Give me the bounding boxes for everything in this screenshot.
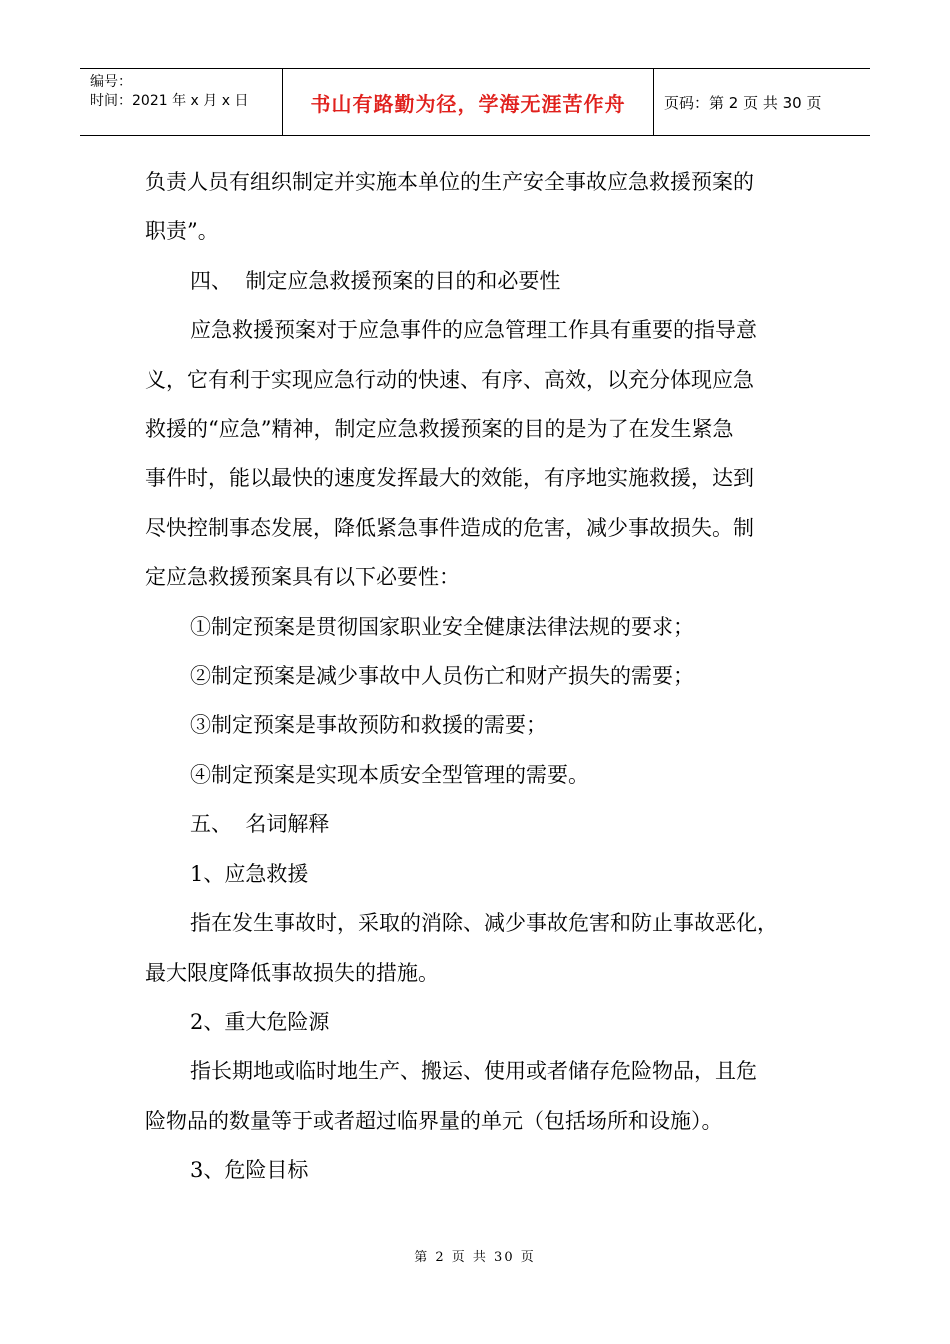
body-line: 险物品的数量等于或者超过临界量的单元（包括场所和设施）。 bbox=[145, 1108, 723, 1133]
list-item: ①制定预案是贯彻国家职业安全健康法律法规的要求； bbox=[190, 614, 694, 639]
body-line: 救援的“应急”精神，制定应急救援预案的目的是为了在发生紧急 bbox=[145, 417, 734, 442]
subsection-heading: 2、重大危险源 bbox=[190, 1009, 330, 1034]
list-item: ②制定预案是减少事故中人员伤亡和财产损失的需要； bbox=[190, 664, 694, 689]
body-line: 事件时，能以最快的速度发挥最大的效能，有序地实施救援，达到 bbox=[145, 466, 754, 491]
body-line: 尽快控制事态发展，降低紧急事件造成的危害，减少事故损失。制 bbox=[145, 515, 754, 540]
body-line: 指长期地或临时地生产、搬运、使用或者储存危险物品，且危 bbox=[190, 1059, 757, 1084]
body-line: 应急救援预案对于应急事件的应急管理工作具有重要的指导意 bbox=[190, 318, 757, 343]
body-line: 负责人员有组织制定并实施本单位的生产安全事故应急救援预案的 bbox=[145, 170, 754, 194]
header-motto: 书山有路勤为径，学海无涯苦作舟 bbox=[283, 69, 654, 135]
list-item: ③制定预案是事故预防和救援的需要； bbox=[190, 713, 547, 738]
section-heading: 四、 制定应急救援预案的目的和必要性 bbox=[190, 268, 561, 293]
section-heading: 五、 名词解释 bbox=[190, 812, 330, 837]
page-footer: 第 2 页 共 30 页 bbox=[414, 1250, 536, 1265]
subsection-heading: 1、应急救援 bbox=[190, 861, 309, 886]
document-time: 时间：2021 年 x 月 x 日 bbox=[90, 93, 249, 109]
document-number-label: 编号： bbox=[90, 74, 132, 90]
body-line: 指在发生事故时，采取的消除、减少事故危害和防止事故恶化， bbox=[190, 911, 778, 936]
subsection-heading: 3、危险目标 bbox=[190, 1158, 309, 1183]
page-header bbox=[80, 68, 870, 136]
body-line: 义，它有利于实现应急行动的快速、有序、高效，以充分体现应急 bbox=[145, 367, 754, 392]
header-meta bbox=[80, 69, 283, 135]
body-line: 定应急救援预案具有以下必要性： bbox=[145, 565, 460, 590]
body-line: 最大限度降低事故损失的措施。 bbox=[145, 960, 439, 985]
document-body bbox=[145, 158, 815, 1196]
header-page-code: 页码：第 2 页 共 30 页 bbox=[664, 93, 822, 112]
body-line: 职责”。 bbox=[145, 219, 219, 244]
list-item: ④制定预案是实现本质安全型管理的需要。 bbox=[190, 762, 589, 787]
